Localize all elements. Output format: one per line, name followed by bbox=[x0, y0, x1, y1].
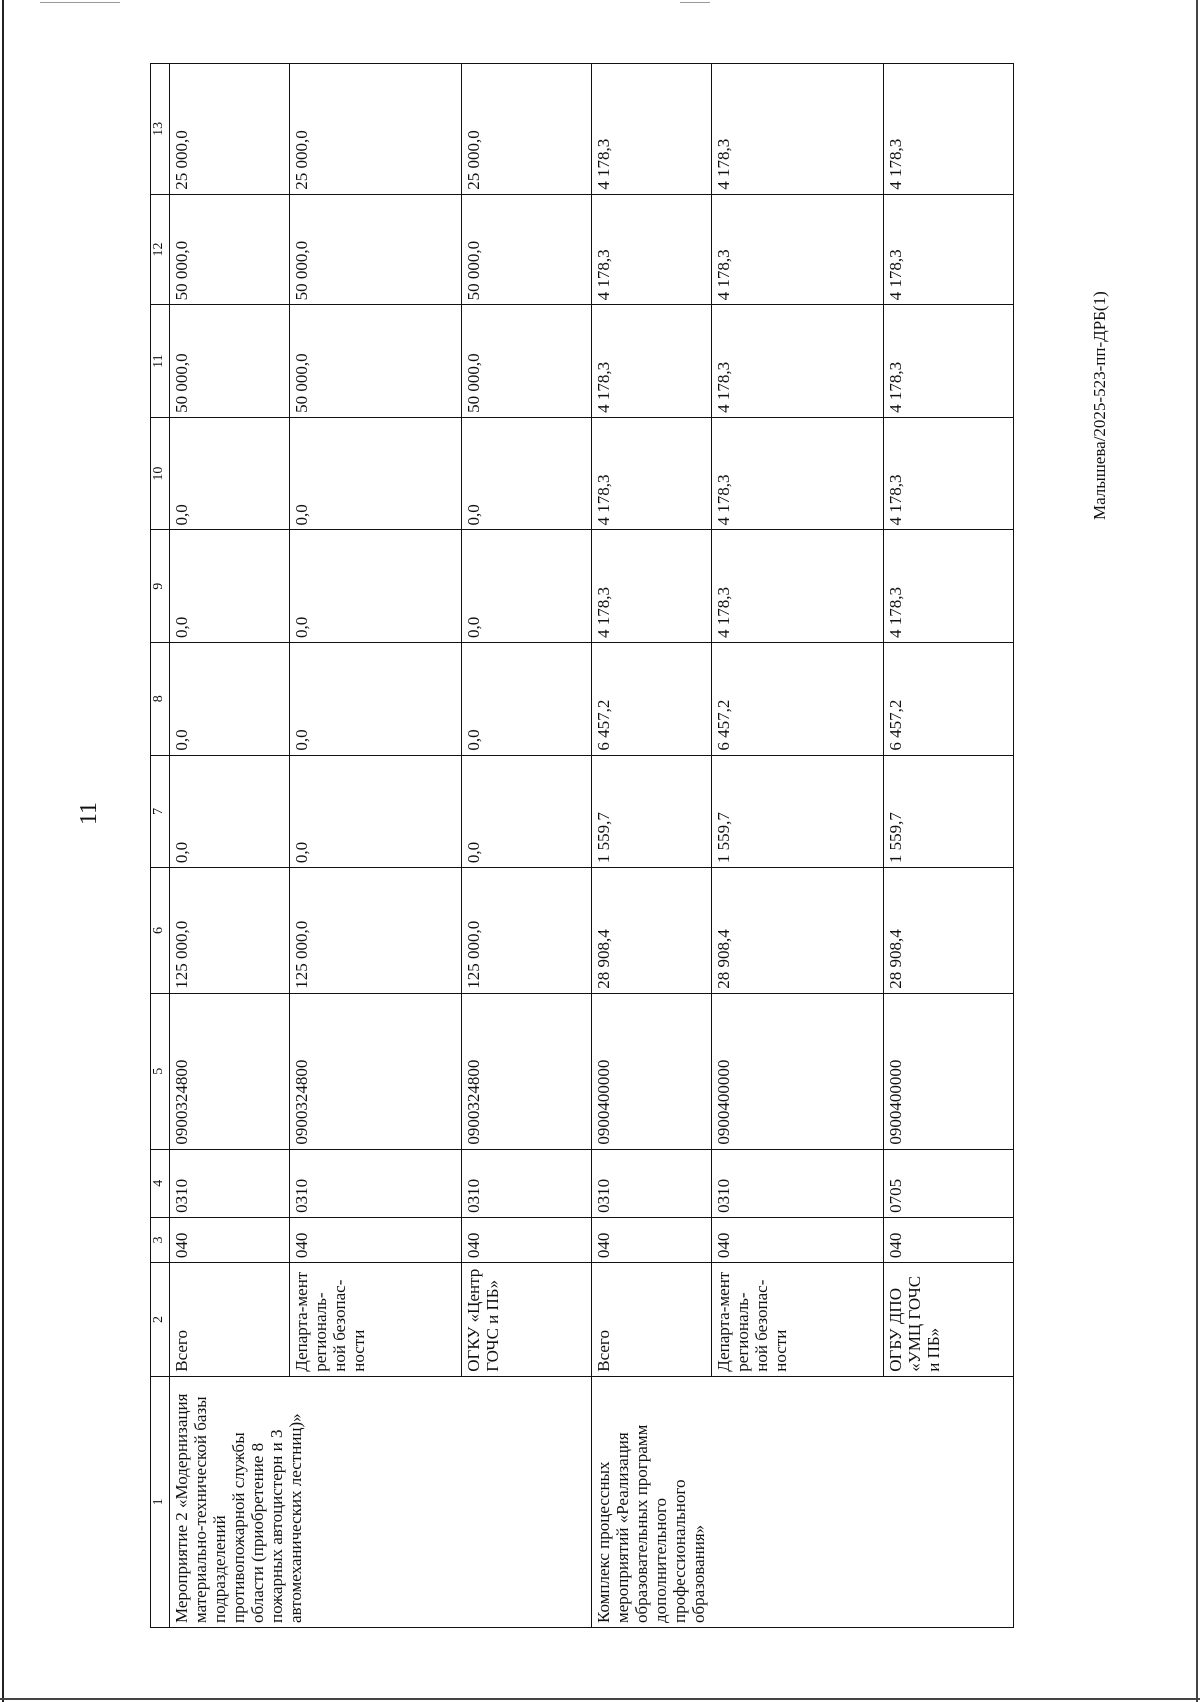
table-cell: 28 908,4 bbox=[592, 868, 712, 994]
header-cell: 7 bbox=[151, 755, 170, 868]
table-cell: 0,0 bbox=[462, 530, 592, 643]
page-border-left bbox=[2, 0, 4, 1702]
table-cell: 6 457,2 bbox=[884, 643, 1014, 756]
table-cell: 0,0 bbox=[290, 417, 462, 530]
header-cell: 10 bbox=[151, 417, 170, 530]
measure-name-cell: Мероприятие 2 «Модернизация материально-технической базы подразделений противопожарной службы области (приобретение 8 пожарных автоцистерн и 3 автомеханических лестниц)» bbox=[170, 1376, 592, 1627]
table-cell: 25 000,0 bbox=[170, 64, 290, 195]
table-cell: 0310 bbox=[712, 1149, 884, 1217]
table-cell: 0,0 bbox=[170, 755, 290, 868]
executor-cell: ОГКУ «Центр ГОЧС и ПБ» bbox=[462, 1263, 592, 1377]
table-cell: 6 457,2 bbox=[712, 643, 884, 756]
table-row bbox=[592, 64, 712, 1628]
executor-cell: Департа-мент региональ-ной безопас-ности bbox=[712, 1263, 884, 1377]
table-cell: 50 000,0 bbox=[462, 194, 592, 305]
table-cell: 4 178,3 bbox=[712, 194, 884, 305]
table-cell: 4 178,3 bbox=[884, 194, 1014, 305]
rotated-table-container bbox=[150, 63, 944, 1628]
header-cell: 3 bbox=[151, 1217, 170, 1262]
table-cell: 50 000,0 bbox=[170, 305, 290, 418]
header-cell: 8 bbox=[151, 643, 170, 756]
table-cell: 040 bbox=[592, 1217, 712, 1262]
table-cell: 0705 bbox=[884, 1149, 1014, 1217]
table-cell: 0,0 bbox=[462, 755, 592, 868]
table-cell: 6 457,2 bbox=[592, 643, 712, 756]
table-cell: 040 bbox=[170, 1217, 290, 1262]
footer-code: Малышева/2025-523-пп-ДРБ(1) bbox=[1090, 291, 1109, 520]
table-cell: 0,0 bbox=[290, 530, 462, 643]
table-cell: 0310 bbox=[170, 1149, 290, 1217]
table-cell: 0900400000 bbox=[592, 993, 712, 1149]
table-cell: 50 000,0 bbox=[290, 194, 462, 305]
table-cell: 0,0 bbox=[170, 530, 290, 643]
table-cell: 040 bbox=[712, 1217, 884, 1262]
table-cell: 1 559,7 bbox=[884, 755, 1014, 868]
table-cell: 0310 bbox=[462, 1149, 592, 1217]
table-cell: 0900400000 bbox=[884, 993, 1014, 1149]
table-cell: 125 000,0 bbox=[462, 868, 592, 994]
table-cell: 4 178,3 bbox=[884, 417, 1014, 530]
table-cell: 50 000,0 bbox=[462, 305, 592, 418]
executor-cell: Департа-мент региональ-ной безопас-ности bbox=[290, 1263, 462, 1377]
table-cell: 0900324800 bbox=[290, 993, 462, 1149]
header-cell: 12 bbox=[151, 194, 170, 305]
page-border-bottom bbox=[0, 1698, 1200, 1700]
table-cell: 4 178,3 bbox=[592, 530, 712, 643]
budget-table bbox=[150, 63, 1014, 1628]
table-cell: 0310 bbox=[592, 1149, 712, 1217]
header-cell: 4 bbox=[151, 1149, 170, 1217]
table-cell: 040 bbox=[462, 1217, 592, 1262]
header-cell: 2 bbox=[151, 1263, 170, 1377]
table-cell: 4 178,3 bbox=[592, 305, 712, 418]
table-cell: 25 000,0 bbox=[462, 64, 592, 195]
table-row bbox=[170, 64, 290, 1628]
header-cell: 9 bbox=[151, 530, 170, 643]
table-cell: 4 178,3 bbox=[592, 194, 712, 305]
table-cell: 50 000,0 bbox=[170, 194, 290, 305]
table-cell: 125 000,0 bbox=[290, 868, 462, 994]
measure-name-cell: Комплекс процессных мероприятий «Реализация образовательных программ дополнительного профессионального образования» bbox=[592, 1376, 1014, 1627]
scan-artifact bbox=[40, 2, 120, 3]
table-cell: 0900324800 bbox=[170, 993, 290, 1149]
table-cell: 1 559,7 bbox=[712, 755, 884, 868]
table-cell: 0,0 bbox=[462, 643, 592, 756]
table-cell: 4 178,3 bbox=[712, 417, 884, 530]
table-cell: 0,0 bbox=[170, 417, 290, 530]
table-cell: 125 000,0 bbox=[170, 868, 290, 994]
table-cell: 0900400000 bbox=[712, 993, 884, 1149]
header-cell: 5 bbox=[151, 993, 170, 1149]
page-border-right bbox=[1196, 0, 1198, 1702]
executor-cell: Всего bbox=[592, 1263, 712, 1377]
header-row bbox=[151, 64, 170, 1628]
table-cell: 0,0 bbox=[290, 755, 462, 868]
executor-cell: Всего bbox=[170, 1263, 290, 1377]
table-cell: 0900324800 bbox=[462, 993, 592, 1149]
table-cell: 4 178,3 bbox=[884, 64, 1014, 195]
page-number: 11 bbox=[76, 801, 103, 826]
header-cell: 13 bbox=[151, 64, 170, 195]
table-cell: 4 178,3 bbox=[884, 305, 1014, 418]
table-cell: 50 000,0 bbox=[290, 305, 462, 418]
table-cell: 1 559,7 bbox=[592, 755, 712, 868]
table-cell: 0,0 bbox=[462, 417, 592, 530]
table-cell: 25 000,0 bbox=[290, 64, 462, 195]
executor-cell: ОГБУ ДПО «УМЦ ГОЧС и ПБ» bbox=[884, 1263, 1014, 1377]
table-cell: 0,0 bbox=[290, 643, 462, 756]
header-cell: 11 bbox=[151, 305, 170, 418]
table-cell: 040 bbox=[290, 1217, 462, 1262]
header-cell: 6 bbox=[151, 868, 170, 994]
table-cell: 4 178,3 bbox=[592, 417, 712, 530]
table-cell: 4 178,3 bbox=[712, 305, 884, 418]
table-cell: 4 178,3 bbox=[712, 64, 884, 195]
header-cell: 1 bbox=[151, 1376, 170, 1627]
scan-artifact bbox=[680, 2, 710, 3]
table-cell: 0,0 bbox=[170, 643, 290, 756]
table-cell: 4 178,3 bbox=[712, 530, 884, 643]
table-cell: 28 908,4 bbox=[712, 868, 884, 994]
table-cell: 4 178,3 bbox=[884, 530, 1014, 643]
table-cell: 040 bbox=[884, 1217, 1014, 1262]
table-cell: 4 178,3 bbox=[592, 64, 712, 195]
table-cell: 28 908,4 bbox=[884, 868, 1014, 994]
table-cell: 0310 bbox=[290, 1149, 462, 1217]
